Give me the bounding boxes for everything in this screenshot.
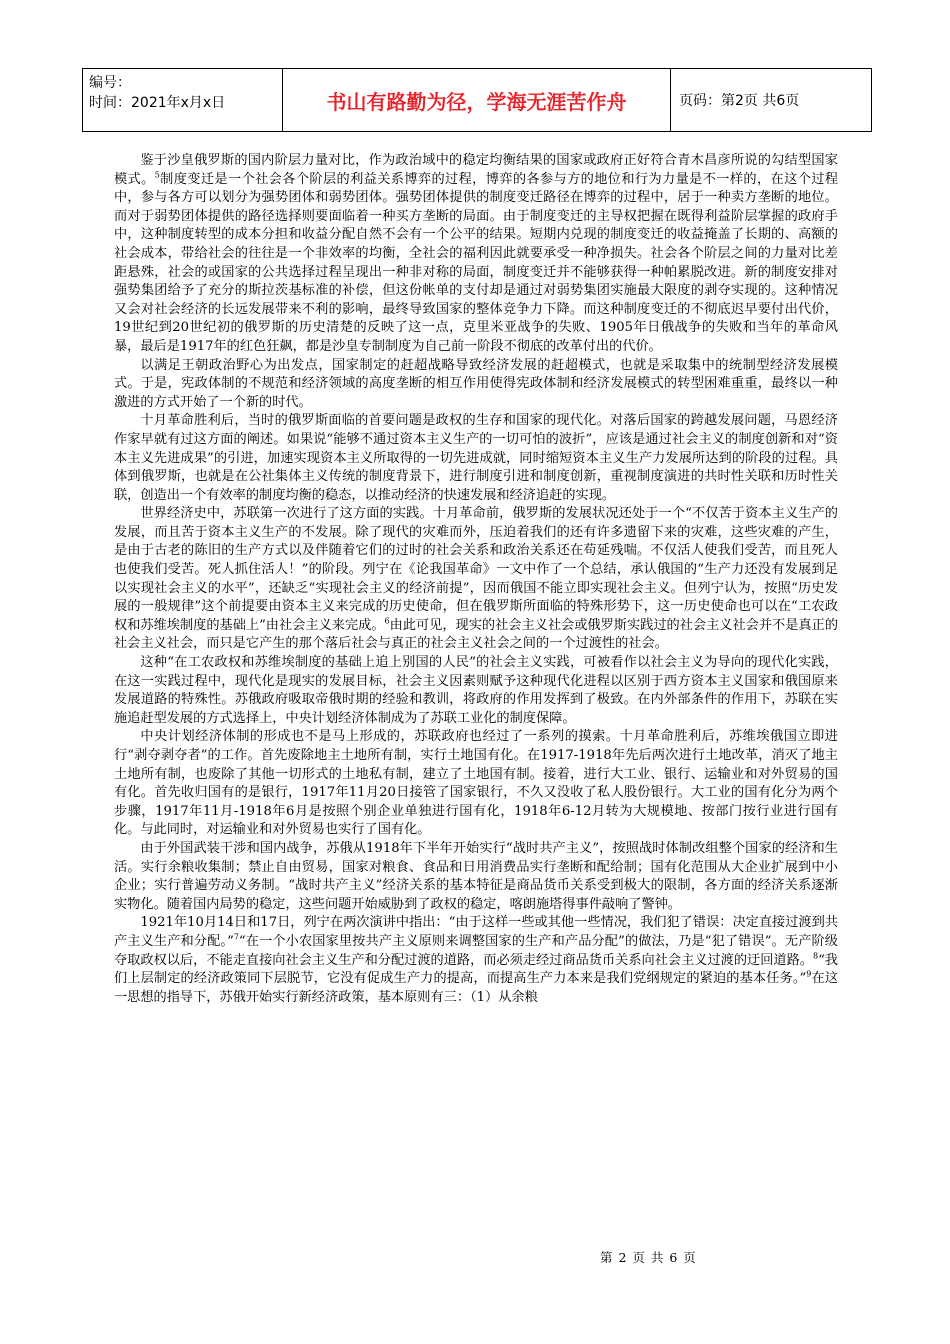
footnote-ref: 6 bbox=[384, 616, 390, 626]
header-motto: 书山有路勤为径，学海无涯苦作舟 bbox=[283, 69, 671, 131]
paragraph: 以满足王朝政治野心为出发点，国家制定的赶超战略导致经济发展的赶超模式，也就是采取集中的统制型经济发展模式。于是，宪政体制的不规范和经济领域的高度垄断的相互作用使得宪政体制和经济发展模式的转型困难重重，最终以一种激进的方式开始了一个新的时代。 bbox=[114, 357, 838, 410]
paragraph: 世界经济史中，苏联第一次进行了这方面的实践。十月革命前，俄罗斯的发展状况还处于一个“不仅苦于资本主义生产的发展，而且苦于资本主义生产的不发展。除了现代的灾难而外，压迫着我们的还有许多遗留下来的灾难，这些灾难的产生，是由于古老的陈旧的生产方式以及伴随着它们的过时的社会关系和政治关系还在苟延残喘。不仅活人使我们受苦，而且死人也使我们受苦。死人抓住活人！”的阶段。列宁在《论我国革命》一文中作了一个总结，承认俄国的“生产力还没有发展到足以实现社会主义的水平”，还缺乏“实现社会主义的经济前提”，因而俄国不能立即实现社会主义。但列宁认为，按照“历史发展的一般规律”这个前提要由资本主义来完成的历史使命，但在俄罗斯所面临的特殊形势下，这一历史使命也可以在“工农政权和苏维埃制度的基础上”由社会主义来完成。$^6$由此可见，现实的社会主义社会或俄罗斯实践过的社会主义社会并不是真正的社会主义社会，而只是它产生的那个落后社会与真正的社会主义社会之间的一个过渡性的社会。 bbox=[114, 506, 839, 652]
document-body bbox=[114, 152, 838, 1007]
document-number-label: 编号： bbox=[89, 75, 131, 91]
header-page-label: 页码：第2页 共6页 bbox=[679, 93, 800, 109]
footnote-ref: 7 bbox=[233, 932, 239, 942]
page-footer: 第 2 页 共 6 页 bbox=[600, 1250, 697, 1265]
document-date-label: 时间：2021年x月x日 bbox=[89, 95, 226, 111]
paragraph: 中央计划经济体制的形成也不是马上形成的，苏联政府也经过了一系列的摸索。十月革命胜利后，苏维埃俄国立即进行“剥夺剥夺者”的工作。首先废除地主土地所有制，实行土地国有化。在1917-1918年先后两次进行土地改革，消灭了地主土地所有制，也废除了其他一切形式的土地私有制，建立了土地国有制。接着，进行大工业、银行、运输业和对外贸易的国有化。首先收归国有的是银行，1917年11月20日接管了国家银行，不久又没收了私人股份银行。大工业的国有化分为两个步骤，1917年11月-1918年6月是按照个别企业单独进行国有化，1918年6-12月转为大规模地、按部门按行业进行国有化。与此同时，对运输业和对外贸易也实行了国有化。 bbox=[114, 729, 838, 838]
paragraph: 这种“在工农政权和苏维埃制度的基础上追上别国的人民”的社会主义实践，可被看作以社会主义为导向的现代化实践，在这一实践过程中，现代化是现实的发展目标，社会主义因素则赋予这种现代化进程以区别于西方资本主义国家和俄国原来发展道路的特殊性。苏俄政府吸取帝俄时期的经验和教训，将政府的作用发挥到了极致。在内外部条件的作用下，苏联在实施追赶型发展的方式选择上，中央计划经济体制成为了苏联工业化的制度保障。 bbox=[114, 655, 838, 726]
page-header bbox=[82, 68, 872, 132]
footnote-ref: 9 bbox=[806, 969, 812, 979]
footnote-ref: 8 bbox=[812, 951, 819, 961]
footnote-ref: 5 bbox=[154, 170, 160, 180]
header-left-cell bbox=[83, 69, 283, 131]
paragraph: 十月革命胜利后，当时的俄罗斯面临的首要问题是政权的生存和国家的现代化。对落后国家的跨越发展问题，马恩经济作家早就有过这方面的阐述。如果说“能够不通过资本主义生产的一切可怕的波折”，应该是通过社会主义的制度创新和对“资本主义先进成果”的引进，加速实现资本主义所取得的一切先进成就，同时缩短资本主义生产力发展所达到的阶段的过程。具体到俄罗斯，也就是在公社集体主义传统的制度背景下，进行制度引进和制度创新，重视制度演进的共时性关联和历时性关联，创造出一个有效率的制度均衡的稳态，以推动经济的快速发展和经济追赶的实现。 bbox=[114, 413, 838, 503]
paragraph: 1921年10月14日和17日，列宁在两次演讲中指出：“由于这样一些或其他一些情况，我们犯了错误：决定直接过渡到共产主义生产和分配。”$^7$“在一个小农国家里按共产主义原则来调整国家的生产和产品分配”的做法，乃是“犯了错误”。无产阶级夺取政权以后，不能走直接向社会主义生产和分配过渡的道路，而必须走经过商品货币关系向社会主义过渡的迂回道路。$^8$“我们上层制定的经济政策同下层脱节，它没有促成生产力的提高，而提高生产力本来是我们党纲规定的紧迫的基本任务。”$^9$在这一思想的指导下，苏俄开始实行新经济政策，基本原则有三：（1）从余粮 bbox=[114, 915, 839, 1005]
paragraph: 鉴于沙皇俄罗斯的国内阶层力量对比，作为政治域中的稳定均衡结果的国家或政府正好符合青木昌彦所说的勾结型国家模式。$^5$制度变迁是一个社会各个阶层的利益关系博弈的过程，博弈的各参与方的地位和行为力量是不一样的，在这个过程中，参与各方可以划分为强势团体和弱势团体。强势团体提供的制度变迁路径在博弈的过程中，居于一种卖方垄断的地位。而对于弱势团体提供的路径选择则要面临着一种买方垄断的局面。由于制度变迁的主导权把握在既得利益阶层掌握的政府手中，这种制度转型的成本分担和收益分配自然不会有一个公平的结果。短期内兑现的制度变迁的收益掩盖了长期的、高额的社会成本，带给社会的往往是一个非效率的均衡，全社会的福利因此就要承受一种净损失。社会各个阶层之间的力量对比差距悬殊，社会的或国家的公共选择过程呈现出一种非对称的局面，制度变迁并不能够获得一种帕累脱改进。新的制度安排对强势集团给予了充分的斯拉茨基标准的补偿，但这份帐单的支付却是通过对弱势集团实施最大限度的剥夺实现的。这种情况又会对社会经济的长远发展带来不利的影响，最终导致国家的整体竞争力下降。而这种制度变迁的不彻底迟早要付出代价，19世纪到20世纪初的俄罗斯的历史清楚的反映了这一点，克里米亚战争的失败、1905年日俄战争的失败和当年的革命风暴，最后是1917年的红色狂飙，都是沙皇专制制度为自己前一阶段不彻底的改革付出的代价。 bbox=[114, 153, 839, 354]
paragraph: 由于外国武装干涉和国内战争，苏俄从1918年下半年开始实行“战时共产主义”，按照战时体制改组整个国家的经济和生活。实行余粮收集制；禁止自由贸易，国家对粮食、食品和日用消费品实行垄断和配给制；国有化范围从大企业扩展到中小企业；实行普遍劳动义务制。“战时共产主义”经济关系的基本特征是商品货币关系受到极大的限制，各方面的经济关系逐渐实物化。随着国内局势的稳定，这些问题开始威胁到了政权的稳定，喀朗施塔得事件敲响了警钟。 bbox=[114, 840, 838, 912]
